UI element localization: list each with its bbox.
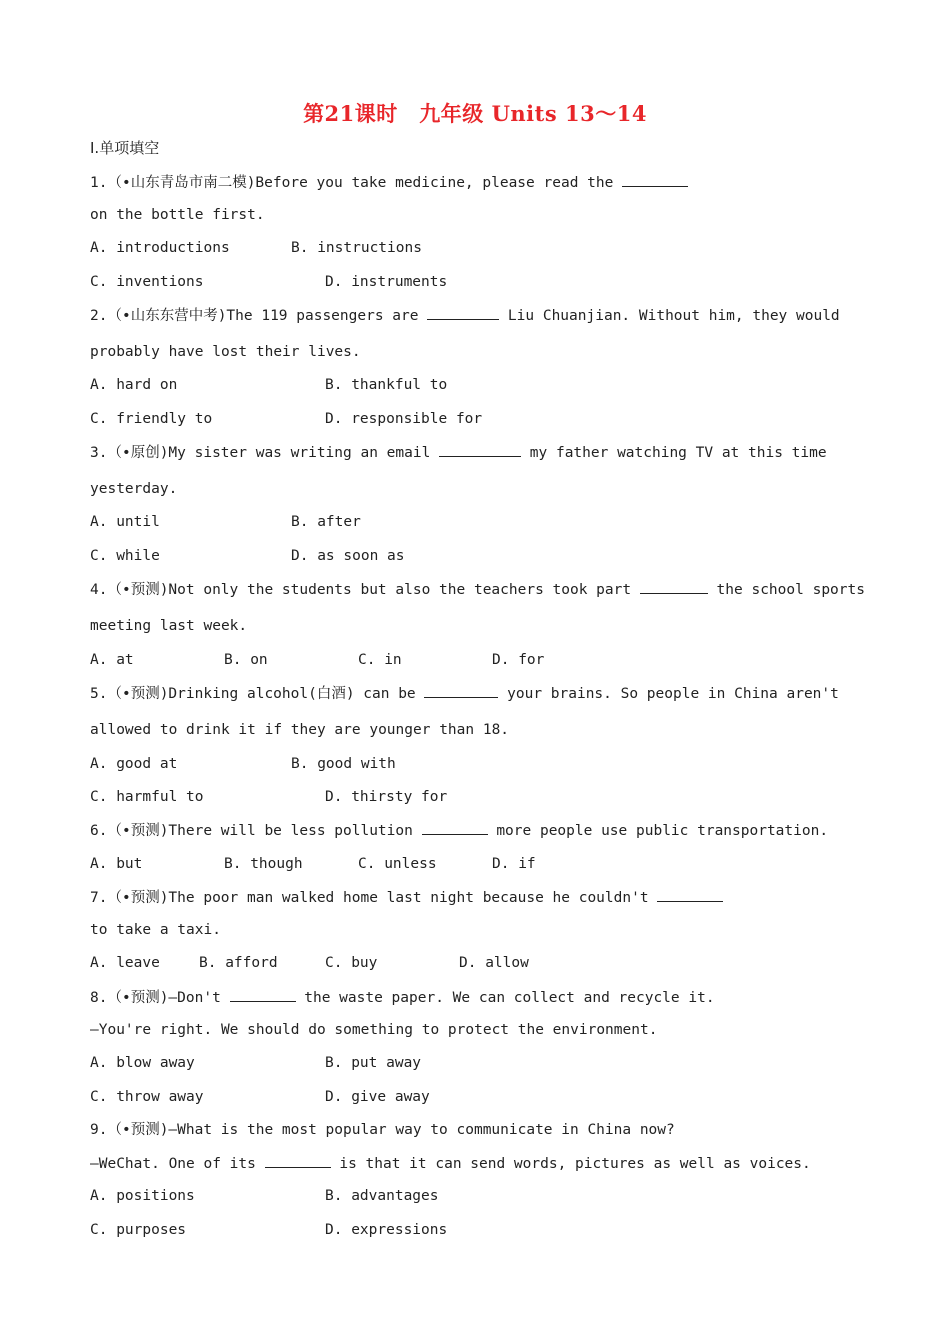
question-7-option-b: B. afford [199, 955, 278, 971]
question-6-option-a: A. but [90, 856, 143, 872]
question-6-option-c: C. unless [358, 856, 437, 872]
question-4-option-d: D. for [492, 652, 545, 668]
question-7-option-c: C. buy [325, 955, 378, 971]
question-5-stem: 5.（•预测)Drinking alcohol(白酒) can be your brains. So people in China aren't [90, 683, 839, 704]
question-8-option-d: D. give away [325, 1089, 430, 1105]
question-2-stem: 2.（•山东东营中考)The 119 passengers are Liu Chuanjian. Without him, they would [90, 305, 840, 326]
question-1-option-b: B. instructions [291, 240, 422, 256]
question-5-option-b: B. good with [291, 756, 396, 772]
question-9-option-a: A. positions [90, 1188, 195, 1204]
answer-blank [439, 442, 521, 457]
question-5-option-a: A. good at [90, 756, 178, 772]
question-3-option-d: D. as soon as [291, 548, 405, 564]
question-3-option-c: C. while [90, 548, 160, 564]
question-4-continuation: meeting last week. [90, 618, 248, 634]
question-9-stem: 9.（•预测)—What is the most popular way to communicate in China now? [90, 1122, 675, 1138]
section-heading: Ⅰ.单项填空 [90, 139, 160, 157]
question-3-stem: 3.（•原创)My sister was writing an email my father watching TV at this time [90, 442, 827, 463]
question-8-option-c: C. throw away [90, 1089, 204, 1105]
question-6-stem: 6.（•预测)There will be less pollution more people use public transportation. [90, 820, 828, 841]
answer-blank [422, 820, 488, 835]
answer-blank [657, 887, 723, 902]
question-1-option-a: A. introductions [90, 240, 230, 256]
question-8-stem: 8.（•预测)—Don't the waste paper. We can collect and recycle it. [90, 987, 715, 1008]
question-6-option-b: B. though [224, 856, 303, 872]
question-5-option-c: C. harmful to [90, 789, 204, 805]
question-4-stem: 4.（•预测)Not only the students but also the teachers took part the school sports [90, 579, 865, 600]
question-1-continuation: on the bottle first. [90, 207, 265, 223]
question-3-option-a: A. until [90, 514, 160, 530]
question-8-option-b: B. put away [325, 1055, 422, 1071]
question-7-continuation: to take a taxi. [90, 922, 221, 938]
answer-blank [230, 987, 296, 1002]
question-1-option-c: C. inventions [90, 274, 204, 290]
question-8-reply: —You're right. We should do something to protect the environment. [90, 1022, 658, 1038]
question-9-reply: —WeChat. One of its is that it can send words, pictures as well as voices. [90, 1153, 811, 1174]
question-9-option-c: C. purposes [90, 1222, 187, 1238]
question-7-option-d: D. allow [459, 955, 529, 971]
question-9-option-b: B. advantages [325, 1188, 439, 1204]
answer-blank [424, 683, 498, 698]
question-5-option-d: D. thirsty for [325, 789, 448, 805]
question-2-option-b: B. thankful to [325, 377, 448, 393]
question-3-option-b: B. after [291, 514, 361, 530]
question-5-continuation: allowed to drink it if they are younger than 18. [90, 722, 510, 738]
question-9-option-d: D. expressions [325, 1222, 448, 1238]
question-6-option-d: D. if [492, 856, 536, 872]
question-1-option-d: D. instruments [325, 274, 448, 290]
question-2-option-a: A. hard on [90, 377, 178, 393]
question-4-option-a: A. at [90, 652, 134, 668]
question-8-option-a: A. blow away [90, 1055, 195, 1071]
answer-blank [640, 579, 708, 594]
page-title: 第21课时 九年级 Units 13～14 [303, 101, 647, 126]
question-3-continuation: yesterday. [90, 481, 178, 497]
question-4-option-b: B. on [224, 652, 268, 668]
question-1-stem: 1.（•山东青岛市南二模)Before you take medicine, please read the [90, 172, 688, 193]
question-2-option-d: D. responsible for [325, 411, 483, 427]
question-7-option-a: A. leave [90, 955, 160, 971]
question-2-option-c: C. friendly to [90, 411, 213, 427]
answer-blank [265, 1153, 331, 1168]
answer-blank [427, 305, 499, 320]
answer-blank [622, 172, 688, 187]
question-7-stem: 7.（•预测)The poor man walked home last night because he couldn't [90, 887, 723, 908]
question-4-option-c: C. in [358, 652, 402, 668]
question-2-continuation: probably have lost their lives. [90, 344, 361, 360]
